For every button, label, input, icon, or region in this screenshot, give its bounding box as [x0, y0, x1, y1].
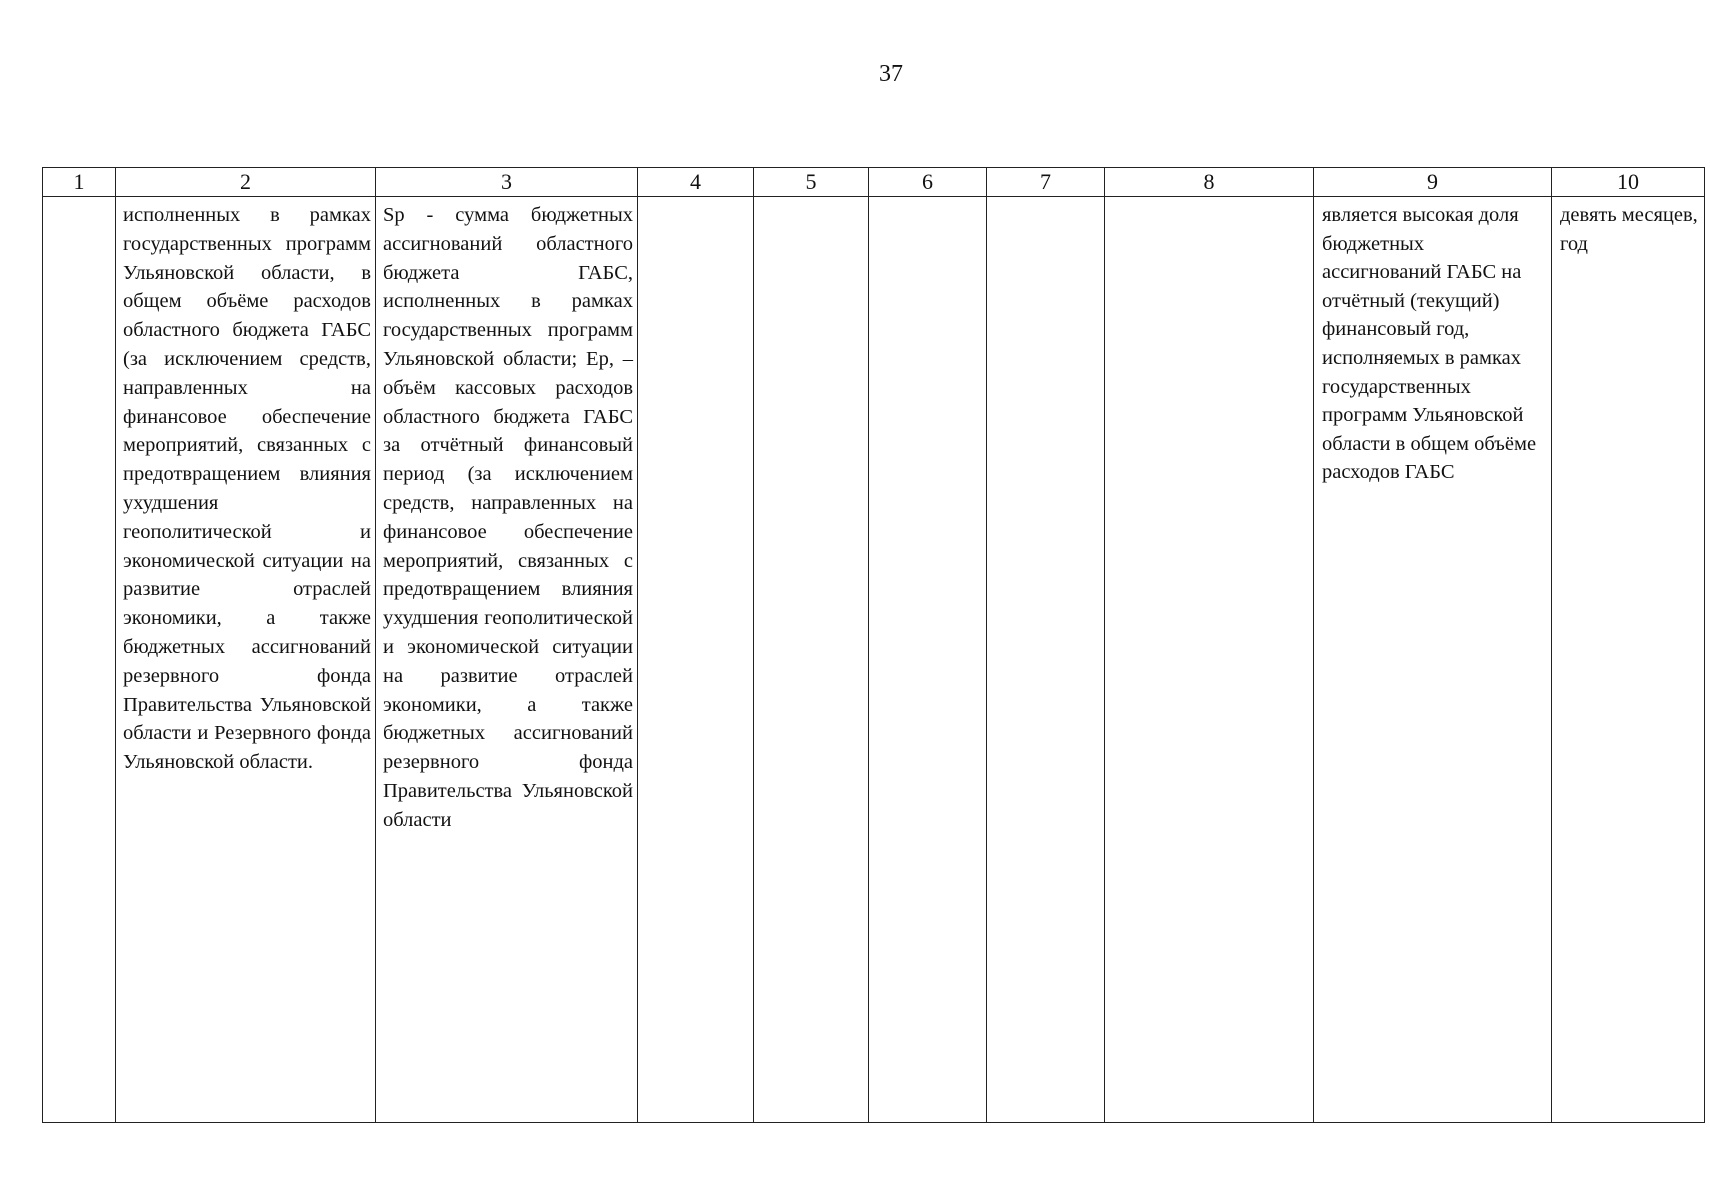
- cell-col6-text: [869, 197, 986, 201]
- cell-col6: [869, 197, 987, 1123]
- column-header-4: 4: [638, 168, 754, 197]
- column-header-1: 1: [43, 168, 116, 197]
- column-header-2: 2: [116, 168, 376, 197]
- cell-col1-text: [43, 197, 115, 201]
- cell-col1: [43, 197, 116, 1123]
- table-header-row: [43, 168, 1705, 197]
- cell-col10: [1552, 197, 1705, 1123]
- cell-col4-text: [638, 197, 753, 201]
- cell-col10-text: девять месяцев, год: [1560, 204, 1698, 255]
- column-header-5: 5: [754, 168, 869, 197]
- cell-col5: [754, 197, 869, 1123]
- cell-col7: [987, 197, 1105, 1123]
- column-header-10: 10: [1552, 168, 1705, 197]
- cell-col8: [1105, 197, 1314, 1123]
- cell-col2-text: исполненных в рамках государственных программ Ульяновской области, в общем объёме расходов областного бюджета ГАБС (за исключением средств, направленных на финансовое обеспечение мероприятий, связанных с предотвращением влияния ухудшения геополитической и экономической ситуации на развитие отраслей экономики, а также бюджетных ассигнований резервного фонда Правительства Ульяновской области и Резервного фонда Ульяновской области.: [123, 204, 371, 774]
- cell-col4: [638, 197, 754, 1123]
- cell-col9: [1314, 197, 1552, 1123]
- column-header-3: 3: [376, 168, 638, 197]
- cell-col7-text: [987, 197, 1104, 201]
- column-header-9: 9: [1314, 168, 1552, 197]
- cell-col9-text: является высокая доля бюджетных ассигнований ГАБС на отчётный (текущий) финансовый год, исполняемых в рамках государственных программ Ульяновской области в общем объёме расходов ГАБС: [1322, 204, 1537, 484]
- table-row: [43, 197, 1705, 1123]
- cell-col3-text: Sp - сумма бюджетных ассигнований областного бюджета ГАБС, исполненных в рамках государственных программ Ульяновской области; Ep, –объём кассовых расходов областного бюджета ГАБС за отчётный финансовый период (за исключением средств, направленных на финансовое обеспечение мероприятий, связанных с предотвращением влияния ухудшения геополитической и экономической ситуации на развитие отраслей экономики, а также бюджетных ассигнований резервного фонда Правительства Ульяновской области: [383, 204, 633, 831]
- cell-col5-text: [754, 197, 868, 201]
- indicator-table: [42, 167, 1705, 1123]
- cell-col2: [116, 197, 376, 1123]
- cell-col3: [376, 197, 638, 1123]
- column-header-6: 6: [869, 168, 987, 197]
- page-number: 37: [879, 61, 903, 87]
- cell-col8-text: [1105, 197, 1313, 201]
- column-header-8: 8: [1105, 168, 1314, 197]
- column-header-7: 7: [987, 168, 1105, 197]
